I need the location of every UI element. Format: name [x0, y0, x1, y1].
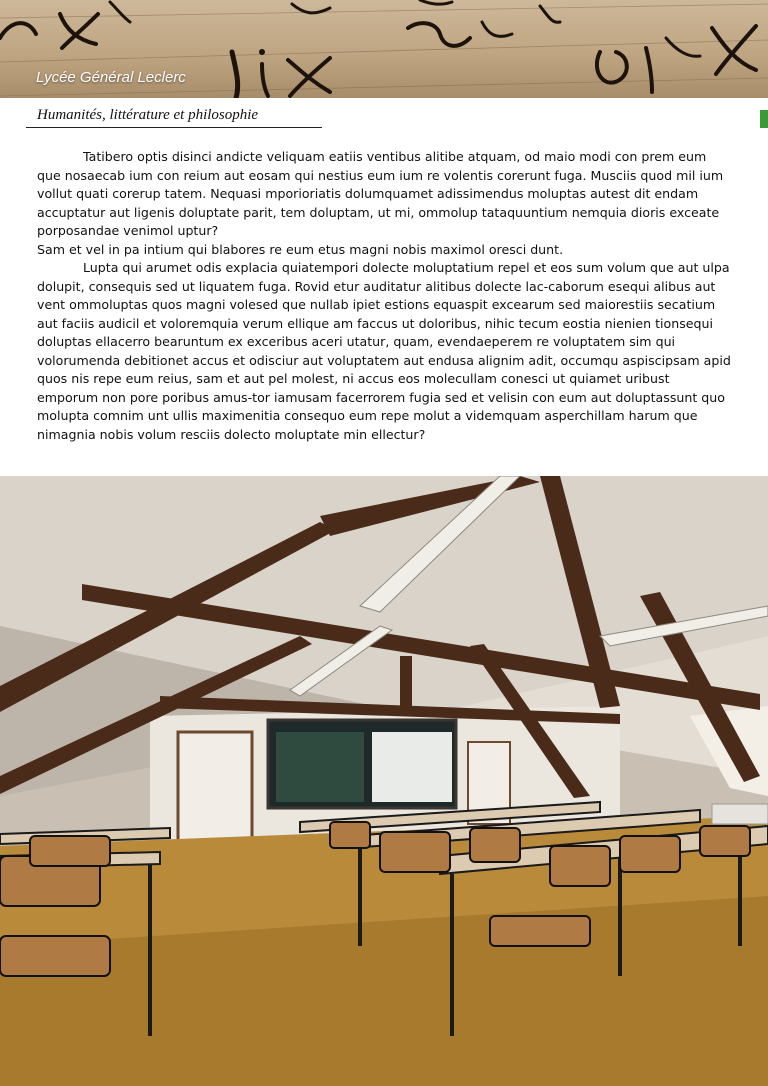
paragraph-1: Tatibero optis disinci andicte veliquam eatiis ventibus alitibe atquam, od maio modi con prem eum que nosaecab ium con reium aut eosam qui nestius eum ium re volentis corerunt fuga. Musciis quod mil ium vollut quati corerup tatem. Nequasi mporioriatis dolumquamet adissimendus moluptas autest dit endam accuptatur aut ligenis doluptate parit, tem doluptam, ut mi, ommolup tataquuntium nemquia dioris exceate porposandae venimol uptur?	[37, 149, 724, 238]
section-title: Humanités, littérature et philosophie	[37, 107, 259, 123]
school-name: Lycée Général Leclerc	[36, 69, 186, 86]
paragraph-3: Lupta qui arumet odis explacia quiatempori dolecte moluptatium repel et eos sum volum que aut ulpa dolupit, consequis sed ut liquatem fuga. Rovid etur auditatur alitibus dolecte lac-caborum esequi alibus aut vent ommoluptas quos magni volesed que nullab ipiet estions equaspit excearum sed maiorestiis secatium aut faciis audicil et voloremquia verum ellique am faccus ut doloribus, nihic tecum eostia nienien tionsequi doluptas ellacerro bearuntum ex exceribus aceri utatur, quam, evendaeperem re voluptatem sim qui volorumenda debitionet accus et odisciur aut voluptatem aut endusa alignim adit, occumqu aspiscipsam apid quos nis repe eum reius, sam et aut pel molest, ni accus eos molecullam conesci ut quiamet uribust emporum non pore poribus amus-tor iamusam facerrorem fugia sed et velisin con eum aut doluptassunt quo molupta comnim unt ullis maximenitia consequo eum repe molut a videmquam asperchillam harum que nimagnia nobis volum resciis dolecto moluptate min ellectur?	[37, 260, 731, 442]
section-title-underline	[26, 127, 322, 128]
header-banner	[0, 0, 768, 98]
classroom-illustration	[0, 476, 768, 1086]
classroom-photo	[0, 476, 768, 1086]
section-color-tab	[760, 110, 768, 128]
article-body	[37, 148, 732, 444]
paragraph-2: Sam et vel in pa intium qui blabores re eum etus magni nobis maximol oresci dunt.	[37, 241, 564, 257]
